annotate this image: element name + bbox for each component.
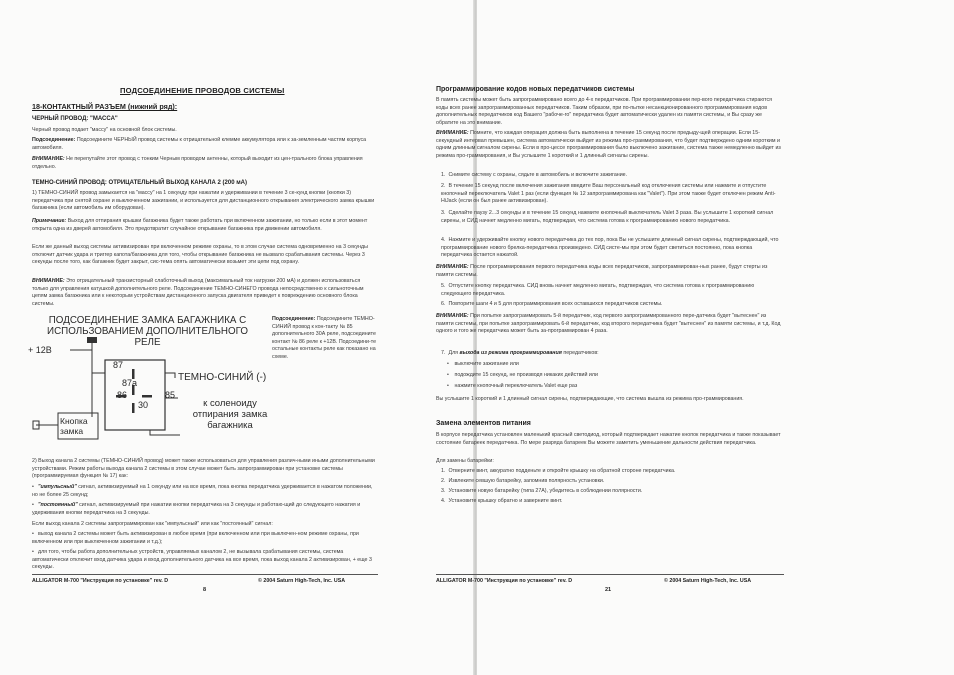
step-6: 6. Повторите шаги 4 и 5 для программирования всех оставшихся передатчиков системы.: [441, 301, 663, 307]
exit-option-3: • нажмите кнопочный переключатель Valet еще раз: [447, 383, 578, 389]
battery-step-3: 3. Установите новую батарейку (типа 27A), убедитесь в соблюдении полярности.: [441, 488, 643, 494]
paragraph-2: Если же данный выход системы активизирован при включенном режиме охраны, то в этом случае система одновременно на 3 секунды отключит датчик удара и триггер капота/багажника для того, чтобы открывание багажника не вызвало срабатывания системы. Через 3 секунды после того, как багажник будет закрыт, сис-тема опять автоматически возьмет эти цепи под охрану.: [32, 244, 368, 265]
footer-left: ALLIGATOR M-700 "Инструкция по установке" rev. D: [32, 578, 169, 584]
programming-attention-3: ВНИМАНИЕ: При попытке запрограммировать 5-й передатчик, код первого запрограммированного пере-датчика будет "вытеснен" из памяти системы, при попытке запрограммировать 6-й передатчик, код второго передатчика будет "вытеснен" из памяти системы, и т.д. Код одного и того же передатчика может быть за-программирован 4 раза.: [436, 313, 781, 334]
left-page: [0, 0, 476, 675]
plus12-label: + 12В: [28, 345, 52, 355]
relay-box: [105, 360, 165, 430]
pin-30-mark: [132, 403, 135, 413]
black-wire-text: Черный провод подает "массу" на основной блок системы.: [32, 127, 177, 133]
wire-87-out: [165, 373, 175, 378]
connector-heading: 18-КОНТАКТНЫЙ РАЗЪЕМ (нижний ряд):: [32, 102, 178, 111]
pin-85-label: 85: [165, 390, 176, 400]
wire-86-top: [92, 350, 105, 373]
bullet-constant: • "постоянный" сигнал, активизируемый при нажатии кнопки передатчика на 3 секунды и работаю-щий до следующего нажатия и удерживания кнопки передатчика на 3 секунды.: [32, 502, 361, 516]
footer-rule-right: [436, 574, 784, 575]
exit-option-1: • выключите зажигание или: [447, 361, 519, 367]
bullet-impulse: • "импульсный" сигнал, активизируемый на 1 секунду или на все время, пока кнопка передатчика удерживается в нажатом положении, но не более 25 секунд;: [32, 484, 373, 498]
step-3: 3. Сделайте паузу 2...3 секунды и в течение 15 секунд нажмите кнопочный выключатель Valet 3 раза. Вы услышите 1 короткий сигнал сирены, и СИД начнет медленно мигать, подтверждая, что система готова к программированию нового передатчика.: [441, 210, 774, 224]
note-paragraph: Примечание: Выход для отпирания крышки багажника будет также работать при включенном зажигании, но только если в этот момент открыта одна из дверей автомобиля. Это предотвратит случайное открывание багажника при движении автомобиля.: [32, 218, 368, 232]
footer-right-right: © 2004 Saturn High-Tech, Inc. USA: [664, 578, 752, 584]
right-page: [436, 0, 954, 675]
attention2-paragraph: ВНИМАНИЕ: Это отрицательный транзисторный слаботочный выход (максимальный ток нагрузки 200 мА) и должен использоваться только для управления катушкой дополнительного реле. Подсоединение ТЕМНО-СИНЕГО провода непосредственно к сильноточным цепям замка багажника или к некоторым устройствам дистанционного запуска двигателя приведет к повреждению основного блока системы.: [32, 278, 364, 307]
wire-30-out: [150, 430, 180, 435]
paragraph-3: 2) Выход канала 2 системы (ТЕМНО-СИНИЙ провод) может также использоваться для управления различ-ными иными дополнительными устройствами. Режим работы выхода канала 2 системы в этом случае может быть запрограммирован при установке системы (программируемая функция № 17) как:: [32, 458, 375, 479]
footer-rule: [32, 574, 378, 575]
fuse-icon: [87, 337, 97, 343]
pin-30-label: 30: [138, 400, 149, 410]
paragraph-1: 1) ТЕМНО-СИНИЙ провод замыкается на "массу" на 1 секунду при нажатии и удерживании в течение 3 се-кунд кнопки (кнопки 3) передатчика при снятой охране и выключенном зажигании, и используется для дистанционного открывания электрического замка крышки багажника (если автомобиль им оборудован).: [32, 190, 375, 211]
step-5: 5. Отпустите кнопку передатчика. СИД вновь начнет медленно мигать, подтверждая, что система готова к программированию следующего передатчика.: [441, 283, 755, 297]
pin-87-label: 87: [113, 360, 124, 370]
step-2: 2. В течение 15 секунд после включения зажигания введите Ваш персональный код отключения системы или нажмите и отпустите кнопочный переключатель Valet 1 раз (если функция № 12 запрограммирована как "Valet"). При этом также будет отключен режим Anti-HiJack (если он был ранее активизирован).: [441, 183, 776, 204]
bullet-anytime: • выход канала 2 системы может быть активизирован в любое время (при включенном или при выключен-ном режиме охраны, при включенном или при выключенном зажигании и т.д.);: [32, 531, 359, 545]
step-4: 4. Нажмите и удерживайте кнопку нового передатчика до тех пор, пока Вы не услышите длинный сигнал сирены, подтверждающий, что программирование нового брелка-передатчика произведено. СИД систе-мы при этом будет светиться постоянно, пока кнопка передатчика остается нажатой.: [441, 237, 779, 258]
battery-step-4: 4. Установите крышку обратно и заверните винт.: [441, 498, 563, 504]
relay-diagram: [30, 335, 270, 455]
exit-option-2: • подождите 15 секунд, не производя никаких действий или: [447, 372, 598, 378]
battery-step-1: 1. Отверните винт, аккуратно подденьте и откройте крышку на обратной стороне передатчика.: [441, 468, 676, 474]
footer-left-right: ALLIGATOR M-700 "Инструкция по установке" rev. D: [436, 578, 573, 584]
footer-right: © 2004 Saturn High-Tech, Inc. USA: [258, 578, 346, 584]
page-number-right: 21: [605, 587, 612, 593]
battery-heading: Замена элементов питания: [436, 420, 531, 427]
step-7: 7. Для выхода из режима программирования передатчиков:: [441, 350, 599, 356]
diagram-title: ПОДСОЕДИНЕНИЕ ЗАМКА БАГАЖНИКА С ИСПОЛЬЗОВАНИЕМ ДОПОЛНИТЕЛЬНОГО РЕЛЕ: [47, 315, 248, 348]
programming-attention: ВНИМАНИЕ: Помните, что каждая операция должна быть выполнена в течение 15 секунд после предыду-щей операции. Если 15-секундный интервал превышен, система автоматически выйдет из режима про-граммирования, что будет подтверждено одним коротким и одним длинным сигналом сирены. Если в про-цессе программирования было выключено зажигание, система также немедленно выйдет из режима про-граммирования, и Вы услышите 1 короткий и 1 длинный сигналы сирены.: [436, 130, 781, 159]
exit-note: Вы услышите 1 короткий и 1 длинный сигнал сирены, подтверждающие, что система вышла из режима про-граммирования.: [436, 396, 744, 402]
darkblue-heading: ТЕМНО-СИНИЙ ПРОВОД: ОТРИЦАТЕЛЬНЫЙ ВЫХОД КАНАЛА 2 (200 мА): [32, 180, 247, 186]
bullet-sensors: • для того, чтобы работа дополнительных устройств, управляемых каналом 2, не вызывала срабатывания системы, система автоматически отключит вход датчика удара и вход дополнительного датчика на все время, пока выход канала 2 активизирован, + еще 3 секунды.: [32, 549, 372, 570]
battery-step-2: 2. Извлеките севшую батарейку, запомнив полярность установки.: [441, 478, 605, 484]
paragraph-4: Если выход канала 2 системы запрограммирован как "импульсный" или как "постоянный" сигнал:: [32, 521, 273, 527]
pin-86-label: 86: [117, 390, 128, 400]
pin-87a-label: 87a: [122, 378, 138, 388]
battery-paragraph: В корпусе передатчика установлен маленький красный светодиод, который подтверждает нажатие кнопок передатчика и также показывает состояние батареек передатчика. По мере разряда батареек Вы можете заметить уменьшение дальности действия передатчика.: [436, 432, 781, 446]
step-1: 1. Снимите систему с охраны, сядьте в автомобиль и включите зажигание.: [441, 172, 628, 178]
attention-paragraph: ВНИМАНИЕ: Не перепутайте этот провод с тонким Черным проводом антенны, который выходит из цен-трального блока управления отдельно.: [32, 156, 363, 170]
programming-intro: В память системы может быть запрограммировано всего до 4-х передатчиков. При программировании пер-вого передатчика стираются коды всех ранее запрограммированных передатчиков. Таким образом, при по-пытке несанкционированного программирования кодов дополнительных передатчиков код Вашего "рабоче-го" передатчика будет автоматически удален из памяти системы, и Вы сразу же обратите на это внимание.: [436, 97, 773, 126]
connection-paragraph: Подсоединение: Подсоедините ЧЕРНЫЙ провод системы к отрицательной клемме аккумулятора или к за-земленным частям корпуса автомобиля.: [32, 137, 367, 151]
pin-85-mark: [142, 395, 152, 398]
black-wire-heading: ЧЕРНЫЙ ПРОВОД: "МАССА": [32, 116, 118, 122]
button-label: Кнопка замка: [60, 416, 88, 436]
wire-label: ТЕМНО-СИНИЙ (-): [178, 372, 267, 383]
battery-intro: Для замены батарейки:: [436, 458, 494, 464]
programming-heading: Программирование кодов новых передатчиков системы: [436, 86, 635, 93]
solenoid-label: к соленоиду отпирания замка багажника: [192, 398, 268, 431]
page-number: 8: [203, 587, 207, 593]
diagram-side-text: Подсоединение: Подсоедините ТЕМНО-СИНИЙ провод к кон-такту № 85 дополнительного 30А реле, подсоедините контакт № 86 реле к +12В. Подсоедини-те остальные контакты реле как показано на схеме.: [272, 316, 377, 360]
page-title: ПОДСОЕДИНЕНИЕ ПРОВОДОВ СИСТЕМЫ: [120, 86, 285, 95]
programming-attention-2: ВНИМАНИЕ: После программирования первого передатчика коды всех передатчиков, запрограммирован-ных ранее, будут стерты из памяти системы.: [436, 264, 768, 278]
